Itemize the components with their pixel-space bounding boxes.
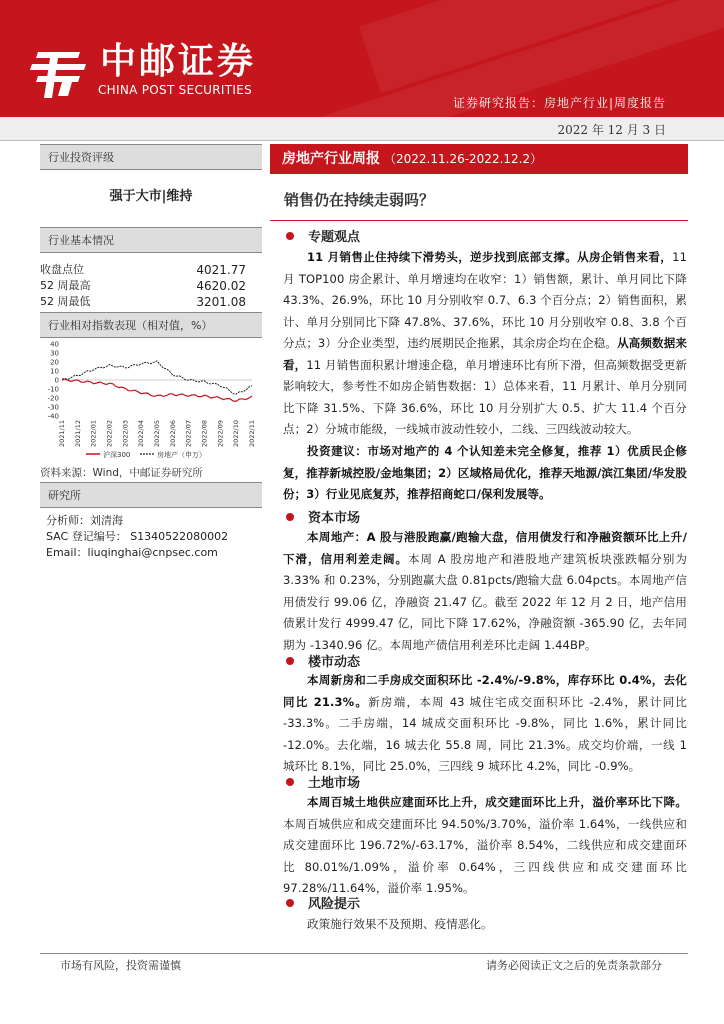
x-tick-label: 2021/12 — [73, 420, 82, 448]
analyst-name: 分析师：刘清海 — [46, 514, 123, 527]
perf-section — [40, 312, 262, 338]
basic-row — [40, 262, 246, 278]
analyst-section — [40, 482, 262, 508]
bold-text: 投资建议：市场对地产的 4 个认知差未完全修复，推荐 1）优质民企修复，推荐新城控股/金地集团；2）区域格局优化，推荐天地源/滨江集团/华发股份；3）行业见底复苏，推荐招商蛇口/保利发展等。 — [283, 444, 687, 501]
bold-text: 本周地产：A 股与港股跑赢/跑输大盘，信用债发行和净融资额环比上升/下滑，信用利差走阔。 — [283, 530, 687, 566]
body-text: 本周百城供应和成交建面环比 94.50%/3.70%，溢价率 1.64%，一线供应和成交建面环比 196.72%/-63.17%，溢价率 8.54%，二线供应和成交建面环比 80.01%/1.09%，溢价率 0.64%，三四线供应和成交建面环比 97.28%/11.64%，溢价率 1.95%。 — [283, 816, 687, 895]
report-type: 证券研究报告：房地产行业|周度报告 — [452, 96, 666, 110]
basic-value: 4620.02 — [196, 279, 246, 293]
relative-performance-chart — [40, 340, 262, 462]
x-tick-label: 2022/11 — [248, 420, 256, 448]
report-title-bar — [270, 144, 688, 174]
y-tick-label: -40 — [47, 412, 59, 421]
brand-name-en: CHINA POST SECURITIES — [98, 83, 252, 97]
rating-section — [40, 144, 262, 170]
report-title: 房地产行业周报 — [282, 151, 380, 167]
brand-name-cn: 中邮证券 — [100, 41, 257, 82]
section-title — [286, 651, 360, 670]
section-title — [286, 772, 360, 791]
footer-rule — [40, 953, 688, 954]
chart-source: 资料来源：Wind，中邮证券研究所 — [40, 467, 203, 479]
x-tick-label: 2022/06 — [168, 420, 177, 448]
section-title-text: 资本市场 — [308, 511, 361, 526]
section-title-text: 专题观点 — [308, 230, 361, 245]
x-tick-label: 2021/11 — [58, 420, 66, 448]
series-line — [62, 361, 252, 394]
basic-info-label: 行业基本情况 — [40, 227, 262, 253]
section-title — [286, 226, 360, 245]
footer-right: 请务必阅读正文之后的免责条款部分 — [486, 959, 662, 972]
rating-label: 行业投资评级 — [40, 144, 262, 170]
divider — [270, 220, 688, 221]
x-tick-label: 2022/09 — [216, 420, 225, 448]
x-tick-label: 2022/04 — [137, 420, 146, 448]
basic-value: 4021.77 — [196, 263, 246, 277]
y-tick-label: -10 — [47, 385, 59, 394]
body-text: 政策施行效果不及预期、疫情恶化。 — [307, 917, 493, 931]
x-tick-label: 2022/02 — [105, 420, 114, 448]
basic-info-section — [40, 227, 262, 253]
analyst-sac: SAC 登记编号： S1340522080002 — [46, 530, 229, 543]
section-title-text: 风险提示 — [308, 897, 361, 912]
x-tick-label: 2022/05 — [153, 420, 161, 448]
topic-paragraph-1 — [283, 247, 687, 441]
y-tick-label: -20 — [47, 394, 59, 403]
x-tick-label: 2022/03 — [121, 420, 130, 448]
land-market-paragraph — [283, 792, 687, 900]
topic-paragraph-2 — [283, 441, 687, 506]
report-period: （2022.11.26-2022.12.2） — [384, 152, 543, 166]
section-title-text: 楼市动态 — [308, 655, 361, 670]
report-date: 2022 年 12 月 3 日 — [557, 123, 666, 137]
perf-label: 行业相对指数表现（相对值，%） — [40, 312, 262, 338]
body-text: 11 月 TOP100 房企累计、单月增速均在收窄：1）销售额，累计、单月同比下降 43.3%、26.9%，环比 10 月分别收窄 0.7、6.3 个百分点；2）销售面积，累计、单月分别同比下降 47.8%、37.6%，环比 10 月分别收窄 0.8、3.8 个百分点；3）分企业类型，违约展期民企拖累，其余房企均在企稳。 — [283, 250, 687, 350]
x-tick-label: 2022/01 — [89, 420, 98, 448]
y-tick-label: -30 — [47, 403, 59, 412]
body-text: 11 月销售面积累计增速企稳，单月增速环比有所下滑，但高频数据受更新影响较大，参考性不如房企销售数据：1）总体来看，11 月累计、单月分别同比下降 31.5%、下降 36.6%，环比 10 月分别扩大 0.5、扩大 11.4 个百分点；2）分城市能级，一线城市波动性较小，二线、三四线波动较大。 — [283, 357, 687, 436]
legend-label: 沪深300 — [103, 451, 131, 459]
rating-value: 强于大市|维持 — [109, 189, 193, 204]
capital-market-paragraph — [283, 527, 687, 656]
section-title-text: 土地市场 — [308, 776, 361, 791]
body-text: 本周 A 股房地产和港股地产建筑板块涨跌幅分别为 3.33% 和 0.23%，分别跑赢大盘 0.81pcts/跑输大盘 6.04pcts。本周地产信用债发行 99.06 亿，净融资 21.47 亿。截至 2022 年 12 月 2 日，地产信用债累计发行 4999.47 亿，同比下降 17.62%，净融资额 -365.90 亿，去年同期为 -1340.96 亿。本周地产债信用利差环比走阔 1.44BP。 — [283, 551, 688, 652]
x-tick-label: 2022/07 — [184, 420, 193, 448]
basic-row — [40, 278, 246, 294]
bold-text: 本周新房和二手房成交面积环比 -2.4%/-9.8%，库存环比 0.4%，去化同比 21.3%。 — [283, 673, 687, 709]
section-title — [286, 893, 360, 912]
bold-text: 11 月销售止住持续下滑势头，逆步找到底部支撑。从房企销售来看， — [307, 250, 673, 264]
y-tick-label: 40 — [50, 340, 59, 349]
basic-row — [40, 294, 246, 310]
body-text: 新房端，本周 43 城住宅成交面积环比 -2.4%，累计同比 -33.3%。二手房端，14 城成交面积环比 -9.8%，同比 1.6%，累计同比 -12.0%。去化端，16 城去化 55.8 周，同比 21.3%。成交均价端，一线 1 城环比 8.1%，同比 25.0%，三四线 9 城环比 4.2%，同比 -0.9%。 — [283, 694, 687, 773]
section-title — [286, 507, 360, 526]
report-header-banner — [0, 0, 724, 117]
y-tick-label: 20 — [50, 358, 59, 367]
legend-label: 房地产（申万） — [157, 451, 206, 459]
y-tick-label: 30 — [50, 349, 59, 358]
basic-key: 收盘点位 — [40, 263, 84, 276]
bold-text: 本周百城土地供应建面环比上升，成交建面环比上升，溢价率环比下降。 — [307, 795, 687, 809]
analyst-label: 研究所 — [40, 482, 262, 508]
x-tick-label: 2022/08 — [200, 420, 209, 448]
bold-text: 从高频数据来看， — [283, 336, 687, 372]
analyst-email: Email：liuqinghai@cnpsec.com — [46, 546, 218, 559]
date-bar — [0, 117, 724, 141]
basic-value: 3201.08 — [196, 295, 246, 309]
report-headline: 销售仍在持续走弱吗？ — [284, 191, 435, 209]
analyst-info — [46, 513, 228, 561]
basic-key: 52 周最低 — [40, 295, 91, 308]
risk-paragraph — [283, 914, 687, 936]
y-tick-label: 0 — [54, 376, 59, 385]
housing-market-paragraph — [283, 670, 687, 778]
x-tick-label: 2022/10 — [232, 420, 241, 448]
y-tick-label: 10 — [50, 367, 59, 376]
basic-key: 52 周最高 — [40, 279, 91, 292]
china-post-logo-icon — [28, 50, 88, 100]
footer-left: 市场有风险，投资需谨慎 — [60, 959, 181, 972]
series-line — [62, 379, 252, 401]
